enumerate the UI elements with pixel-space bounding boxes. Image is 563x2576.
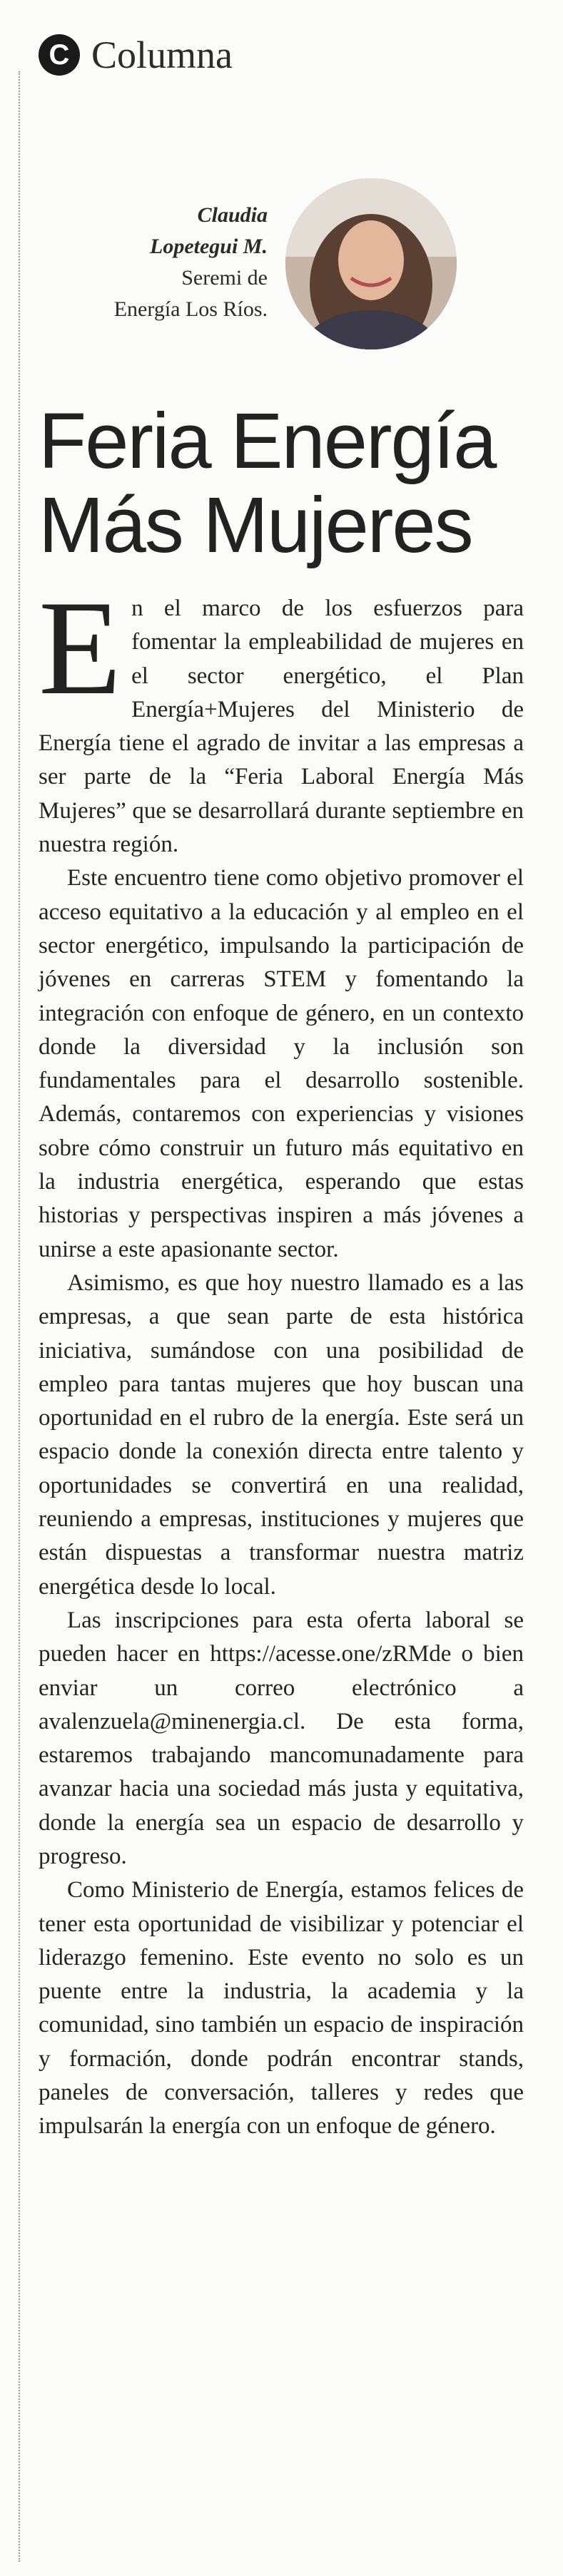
author-name-line2: Lopetegui M. bbox=[150, 235, 268, 258]
drop-cap: E bbox=[39, 573, 122, 723]
paragraph-3: Asimismo, es que hoy nuestro llamado es a las empresas, a que sean parte de esta histórica iniciativa, sumándose con una posibilidad de empleo para tantas mujeres que hoy buscan una oportunidad en el rubro de la energía. Este será un espacio donde la conexión directa entre talento y oportunidades se convertirá en una realidad, reuniendo a empresas, instituciones y mujeres que están dispuestas a transformar nuestra matriz energética desde lo local. bbox=[39, 1269, 524, 1600]
paragraph-4: Las inscripciones para esta oferta laboral se pueden hacer en https://acesse.one/zRMde o bien enviar un correo electrónico a avalenzuela@minenergia.cl. De esta forma, estaremos trabajando mancomunadamente para avanzar hacia una sociedad más justa y equitativa, donde la energía sea un espacio de desarrollo y progreso. bbox=[39, 1607, 524, 1869]
author-block bbox=[114, 200, 268, 325]
column-divider bbox=[19, 71, 20, 2562]
author-role-line1: Seremi de bbox=[181, 266, 268, 290]
author-role-line2: Energía Los Ríos. bbox=[113, 297, 268, 321]
section-badge-letter: C bbox=[49, 39, 70, 71]
paragraph-2: Este encuentro tiene como objetivo promover el acceso equitativo a la educación y al empleo en el sector energético, impulsando la participación de jóvenes en carreras STEM y fomentando la integración con enfoque de género, en un contexto donde la diversidad y la inclusión son fundamentales para el desarrollo sostenible. Además, contaremos con experiencias y visiones sobre cómo construir un futuro más equitativo en la industria energética, esperando que estas historias y perspectivas inspiren a más jóvenes a unirse a este apasionante sector. bbox=[39, 865, 524, 1262]
author-photo bbox=[285, 178, 457, 349]
paragraph-5: Como Ministerio de Energía, estamos felices de tener esta oportunidad de visibilizar y potenciar el liderazgo femenino. Este evento no solo es un puente entre la industria, la academia y la comunidad, sino también un espacio de inspiración y formación, donde podrán encontrar stands, paneles de conversación, talleres y redes que impulsarán la energía con un enfoque de género. bbox=[39, 1877, 524, 2140]
section-name: Columna bbox=[91, 34, 233, 76]
article-body bbox=[39, 573, 524, 2144]
paragraph-1-text: n el marco de los esfuerzos para fomentar la empleabilidad de mujeres en el sector energético, el Plan Energía+Mujeres del Ministerio de Energía tiene el agrado de invitar a las empresas a ser parte de la “Feria Laboral Energía Más Mujeres” que se desarrollará durante septiembre en nuestra región. bbox=[39, 596, 524, 858]
title-line1: Feria Energía bbox=[39, 397, 496, 485]
title-line2: Más Mujeres bbox=[39, 481, 472, 569]
author-portrait-icon bbox=[285, 178, 457, 349]
paragraph-1 bbox=[39, 573, 524, 862]
section-badge bbox=[39, 34, 80, 76]
author-name-line1: Claudia bbox=[197, 203, 268, 227]
article-title bbox=[39, 399, 538, 568]
section-header bbox=[39, 33, 233, 77]
